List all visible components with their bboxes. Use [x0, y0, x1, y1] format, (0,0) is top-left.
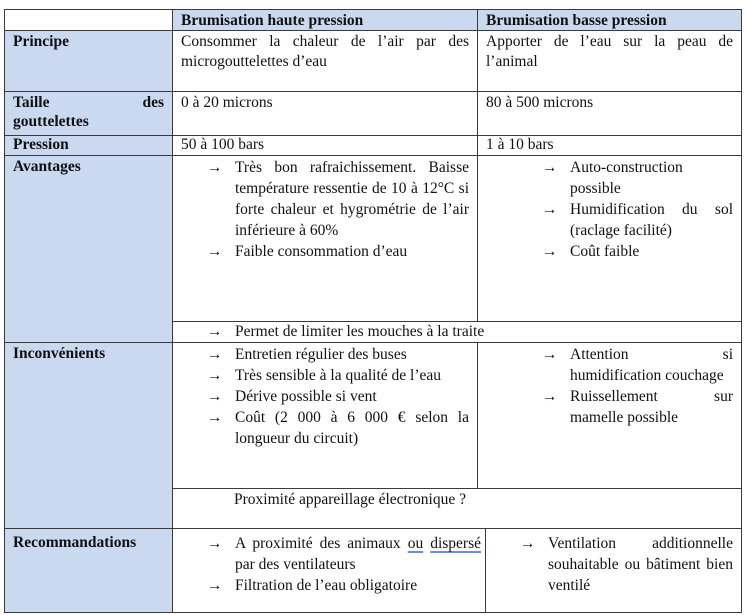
list-item: → Humidification du sol (raclage facilité): [542, 201, 733, 239]
arrow-right-icon: →: [542, 201, 558, 218]
inconvenients-haute: [172, 342, 478, 489]
list-item: → Ventilation additionnelle souhaitable ou bâtiment bien ventilé: [520, 535, 733, 594]
list-item: → Ruissellement sur mamelle possible: [542, 388, 733, 426]
row-label-avantages: Avantages: [4, 155, 173, 343]
avantages-commun-list: [207, 322, 733, 342]
list-item: → Filtration de l’eau obligatoire: [207, 577, 418, 594]
row-label-pression: Pression: [4, 135, 173, 156]
arrow-right-icon: →: [207, 409, 223, 426]
pression-basse: 1 à 10 bars: [477, 135, 742, 156]
list-item: → Faible consommation d’eau: [207, 243, 408, 260]
arrow-right-icon: →: [520, 535, 536, 552]
avantages-haute: [172, 155, 478, 322]
row-label-recommandations: Recommandations: [4, 528, 173, 613]
header-haute-pression: Brumisation haute pression: [172, 9, 478, 31]
list-item: → A proximité des animaux ou dispersé par des ventilateurs: [207, 535, 482, 573]
arrow-right-icon: →: [207, 367, 223, 384]
label-word: Taille: [13, 94, 50, 111]
list-item: → Très bon rafraichissement. Baisse température ressentie de 10 à 12°C si forte chaleur et hygrométrie de l’air inférieure à 60%: [207, 159, 469, 239]
recommandations-haute: [172, 528, 486, 613]
recommandations-basse-list: [520, 533, 733, 596]
list-item: → Auto-construction possible: [542, 159, 683, 197]
pression-haute: 50 à 100 bars: [172, 135, 478, 156]
list-item: → Permet de limiter les mouches à la traite: [207, 323, 485, 340]
arrow-right-icon: →: [542, 159, 558, 176]
recommandations-basse: [485, 528, 742, 613]
list-item: → Dérive possible si vent: [207, 388, 377, 405]
avantages-basse: [477, 155, 742, 322]
avantages-basse-list: [542, 157, 733, 262]
inconvenients-haute-list: [207, 344, 469, 449]
principe-haute: Consommer la chaleur de l’air par des microgouttelettes d’eau: [172, 30, 478, 92]
arrow-right-icon: →: [207, 323, 223, 340]
list-item: → Très sensible à la qualité de l’eau: [207, 367, 442, 384]
inconvenients-basse-list: [542, 344, 733, 428]
header-empty-cell: [4, 9, 173, 31]
list-item: → Attention si humidification couchage: [542, 346, 733, 384]
arrow-right-icon: →: [207, 577, 223, 594]
arrow-right-icon: →: [207, 388, 223, 405]
label-word: gouttelettes: [13, 113, 89, 130]
list-item: → Coût faible: [542, 243, 640, 260]
arrow-right-icon: →: [207, 159, 223, 176]
label-word: des: [142, 94, 164, 111]
avantages-haute-list: [207, 157, 469, 262]
header-basse-pression: Brumisation basse pression: [477, 9, 742, 31]
row-label-inconvenients: Inconvénients: [4, 342, 173, 529]
arrow-right-icon: →: [207, 346, 223, 363]
arrow-right-icon: →: [542, 243, 558, 260]
taille-haute: 0 à 20 microns: [172, 91, 478, 136]
inconvenients-basse: [477, 342, 742, 489]
list-item: → Entretien régulier des buses: [207, 346, 407, 363]
grammar-underline: ou: [407, 535, 424, 552]
list-item: → Coût (2 000 à 6 000 € selon la longueur du circuit): [207, 409, 469, 447]
arrow-right-icon: →: [207, 243, 223, 260]
inconvenients-commun: Proximité appareillage électronique ?: [172, 488, 742, 529]
grammar-underline: dispersé: [430, 535, 482, 552]
row-label-principe: Principe: [4, 30, 173, 92]
arrow-right-icon: →: [542, 388, 558, 405]
avantages-commun: [172, 321, 742, 343]
arrow-right-icon: →: [542, 346, 558, 363]
row-label-taille: [4, 91, 173, 136]
arrow-right-icon: →: [207, 535, 223, 552]
principe-basse: Apporter de l’eau sur la peau de l’animal: [477, 30, 742, 92]
taille-basse: 80 à 500 microns: [477, 91, 742, 136]
recommandations-haute-list: [207, 533, 481, 596]
